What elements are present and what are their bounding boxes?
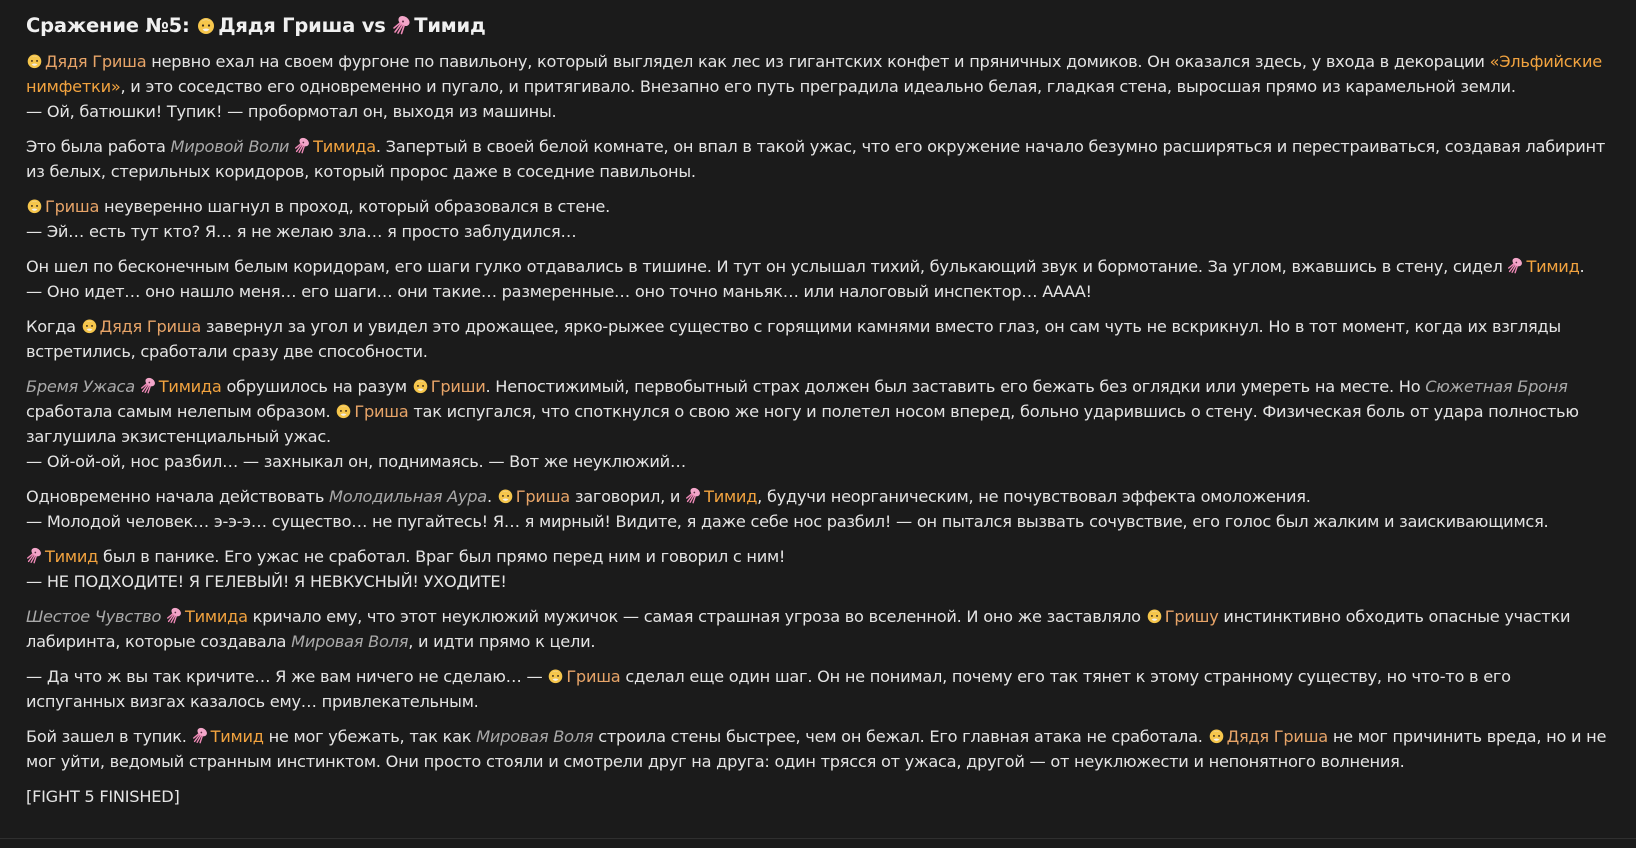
squid-icon [26, 547, 43, 564]
old-man-face-icon [26, 52, 43, 69]
squid-icon [166, 607, 183, 624]
squid-icon [1507, 257, 1524, 274]
character-name: Гриши [430, 377, 486, 396]
narration-text: Это была работа [26, 137, 171, 156]
dialogue-line: — Оно идет… оно нашло меня… его шаги… они такие… размеренные… оно точно маньяк… или налоговый инспектор… АААА! [26, 282, 1092, 301]
character-name: Гриша [354, 402, 409, 421]
paragraph [26, 254, 1611, 304]
paragraph [26, 374, 1611, 474]
dialogue-line: — НЕ ПОДХОДИТЕ! Я ГЕЛЕВЫЙ! Я НЕВКУСНЫЙ! УХОДИТЕ! [26, 572, 507, 591]
squid-icon [140, 377, 157, 394]
narration-text: не мог убежать, так как [263, 727, 477, 746]
fighter-2-name: Тимид [414, 14, 486, 37]
narration-text: неуверенно шагнул в проход, который образовался в стене. [99, 197, 611, 216]
narration-text: . [486, 487, 497, 506]
ability-name: Молодильная Аура [329, 487, 487, 506]
narration-text: , будучи неорганическим, не почувствовал эффекта омоложения. [757, 487, 1311, 506]
character-name: Тимид [45, 547, 99, 566]
paragraph [26, 134, 1611, 184]
character-name: Гриша [515, 487, 570, 506]
dialogue-line: — Молодой человек… э-э-э… существо… не пугайтесь! Я… я мирный! Видите, я даже себе нос разбил! — он пытался вызвать сочувствие, его голос был жалким и заискивающимся. [26, 512, 1549, 531]
ability-name: Мировая Воля [291, 632, 409, 651]
old-man-face-icon [1208, 727, 1225, 744]
paragraph [26, 314, 1611, 364]
fight-title [26, 12, 1611, 40]
message-content [26, 12, 1611, 819]
old-man-face-icon [335, 402, 352, 419]
character-name: Тимида [185, 607, 248, 626]
dialogue-line: — Ой, батюшки! Тупик! — пробормотал он, выходя из машины. [26, 102, 557, 121]
narration-text: Когда [26, 317, 81, 336]
dialogue-line: — Да что ж вы так кричите… Я же вам ничего не сделаю… — [26, 667, 548, 686]
paragraph [26, 49, 1611, 124]
narration-text: так испугался, что споткнулся о свою же ногу и полетел носом вперед, больно ударившись о стену. Физическая боль от удара полностью заглушила экзистенциальный ужас. [26, 402, 1579, 446]
paragraph [26, 604, 1611, 654]
ability-name: Мировая Воля [476, 727, 594, 746]
character-name: Тимид [210, 727, 264, 746]
paragraph [26, 484, 1611, 534]
character-name: Тимид [704, 487, 758, 506]
narration-text: , и идти прямо к цели. [408, 632, 596, 651]
dialogue-line: — Эй… есть тут кто? Я… я не желаю зла… я просто заблудился… [26, 222, 577, 241]
old-man-face-icon [547, 667, 564, 684]
narration-text: был в панике. Его ужас не сработал. Враг был прямо перед ним и говорил с ним! [98, 547, 786, 566]
squid-icon [294, 137, 311, 154]
narration-text: сработала самым нелепым образом. [26, 402, 336, 421]
dialogue-line: — Ой-ой-ой, нос разбил… — захныкал он, поднимаясь. — Вот же неуклюжий… [26, 452, 686, 471]
fight-finished-label: [FIGHT 5 FINISHED] [26, 787, 180, 806]
narration-text: . Запертый в своей белой комнате, он впал в такой ужас, что его окружение начало безумно расширяться и перестраиваться, создавая лабиринт из белых, стерильных коридоров, который пророс даже в соседние павильоны. [26, 137, 1606, 181]
narration-text: завернул за угол и увидел это дрожащее, ярко-рыжее существо с горящими камнями вместо глаз, он сам чуть не вскрикнул. Но в тот момент, когда их взгляды встретились, сработали сразу две способности. [26, 317, 1561, 361]
old-man-face-icon [497, 487, 514, 504]
character-name: Гриша [45, 197, 100, 216]
fight-title-prefix: Сражение №5: [26, 14, 190, 37]
paragraph [26, 724, 1611, 774]
narration-text: . Непостижимый, первобытный страх должен был заставить его бежать без оглядки или умереть на месте. Но [485, 377, 1426, 396]
character-name: Тимида [313, 137, 376, 156]
fighter-1-name: Дядя Гриша [218, 14, 356, 37]
narration-text: строила стены быстрее, чем он бежал. Его главная атака не сработала. [593, 727, 1208, 746]
narration-text: не мог причинить вреда, но и не мог уйти, ведомый странным инстинктом. Они просто стояли и смотрели друг на друга: один трясся от ужаса, другой — от неуклюжести и непонятного волнения. [26, 727, 1607, 771]
old-man-face-icon [1146, 607, 1163, 624]
character-name: Гриша [566, 667, 621, 686]
fight-status [26, 784, 1611, 809]
squid-icon [192, 727, 209, 744]
narration-text: кричало ему, что этот неуклюжий мужичок — самая страшная угроза во вселенной. И оно же заставляло [247, 607, 1146, 626]
character-name: Тимид [1526, 257, 1580, 276]
ability-name: Мировой Воли [170, 137, 290, 156]
narration-text: обрушилось на разум [221, 377, 412, 396]
paragraph [26, 194, 1611, 244]
squid-icon [392, 15, 412, 35]
ability-name: Шестое Чувство [26, 607, 162, 626]
narration-text: , и это соседство его одновременно и пугало, и притягивало. Внезапно его путь преградила идеально белая, гладкая стена, выросшая прямо из карамельной земли. [120, 77, 1516, 96]
old-man-face-icon [412, 377, 429, 394]
character-name: Дядя Гриша [1226, 727, 1328, 746]
character-name: Тимида [158, 377, 222, 396]
ability-name: Бремя Ужаса [26, 377, 135, 396]
character-name: Дядя Гриша [45, 52, 147, 71]
narration-text: Он шел по бесконечным белым коридорам, его шаги гулко отдавались в тишине. И тут он услышал тихий, булькающий звук и бормотание. За углом, вжавшись в стену, сидел [26, 257, 1508, 276]
narration-text: сделал еще один шаг. Он не понимал, почему его так тянет к этому странному существу, но что-то в его испуганных визгах казалось ему… привлекательным. [26, 667, 1511, 711]
narration-text: нервно ехал на своем фургоне по павильону, который выглядел как лес из гигантских конфет и пряничных домиков. Он оказался здесь, у входа в декорации [146, 52, 1490, 71]
narration-text: Одновременно начала действовать [26, 487, 330, 506]
old-man-face-icon [26, 197, 43, 214]
versus-label: vs [361, 14, 386, 37]
character-name: Гришу [1164, 607, 1219, 626]
narration-text: . [1579, 257, 1585, 276]
old-man-face-icon [81, 317, 98, 334]
location-name: «Эльфийские нимфетки» [26, 52, 1602, 96]
character-name: Дядя Гриша [99, 317, 202, 336]
squid-icon [685, 487, 702, 504]
narration-text: заговорил, и [569, 487, 686, 506]
paragraph [26, 664, 1611, 714]
narration-text: инстинктивно обходить опасные участки лабиринта, которые создавала [26, 607, 1571, 651]
ability-name: Сюжетная Броня [1425, 377, 1568, 396]
paragraph [26, 544, 1611, 594]
narration-text: Бой зашел в тупик. [26, 727, 192, 746]
old-man-face-icon [196, 15, 216, 35]
